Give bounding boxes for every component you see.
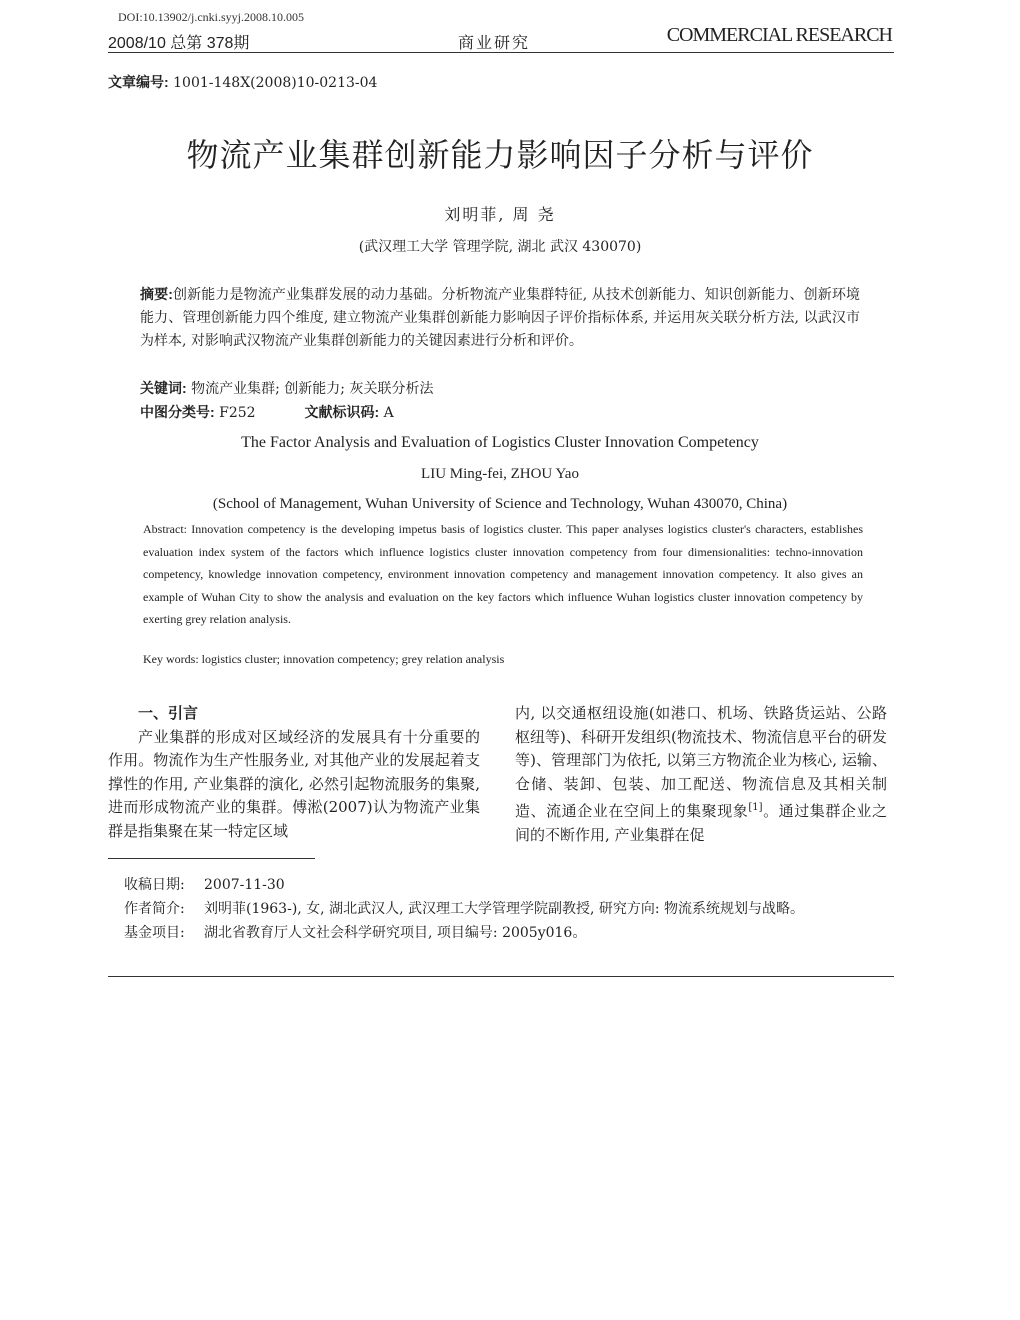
body-paragraph-right-text: 内, 以交通枢纽设施(如港口、机场、铁路货运站、公路枢纽等)、科研开发组织(物流技术、物流信息平台的研发等)、管理部门为依托, 以第三方物流企业为核心, 运输、仓储、装卸、包装、加工配送、物流信息及其相关制造、流通企业在空间上的集聚现象 [515,704,887,820]
footnote-rule [108,858,315,859]
article-number-value: 1001-148X(2008)10-0213-04 [173,75,378,91]
doi: DOI:10.13902/j.cnki.syyj.2008.10.005 [118,10,304,24]
article-number [108,72,377,92]
keywords-cn-text: 物流产业集群; 创新能力; 灰关联分析法 [191,381,434,397]
body-column-right [515,702,887,847]
body-paragraph-left: 产业集群的形成对区域经济的发展具有十分重要的作用。物流作为生产性服务业, 对其他产业的发展起着支撑性的作用, 产业集群的演化, 必然引起物流服务的集聚, 进而形成物流产业的集群。傅淞(2007)认为物流产业集群是指集聚在某一特定区域 [108,727,480,840]
journal-name-en: COMMERCIAL RESEARCH [666,24,892,46]
footnote-bottom-rule [108,976,894,977]
keywords-en-label: Key words: [143,652,199,666]
footnote-received [124,873,894,897]
paper-title-en: The Factor Analysis and Evaluation of Logistics Cluster Innovation Competency [241,434,759,451]
footnote-author-bio [124,897,894,921]
body-paragraph-right-end: 。通过集群企业之间的不断作用, 产业集群在促 [515,802,887,844]
footnote-text: 湖北省教育厅人文社会科学研究项目, 项目编号: 2005y016。 [204,925,587,941]
section-heading: 一、引言 [138,705,199,722]
issue-number: 2008/10 总第 378期 [108,35,250,52]
keywords-cn [140,378,433,398]
footnotes [124,873,894,945]
paper-title-cn: 物流产业集群创新能力影响因子分析与评价 [186,136,814,174]
doc-code-value: A [383,405,394,421]
doc-code-label: 文献标识码: [304,404,380,420]
footnote-text: 2007-11-30 [204,877,285,893]
authors-cn: 刘明菲, 周 尧 [444,205,556,224]
abstract-en-label: Abstract: [143,522,187,536]
affiliation-en: (School of Management, Wuhan University of Science and Technology, Wuhan 430070, China) [212,496,788,512]
keywords-cn-label: 关键词: [140,380,187,396]
journal-name-cn: 商业研究 [458,33,531,52]
header-rule [108,52,894,53]
keywords-en [143,652,504,667]
abstract-cn [140,283,860,353]
abstract-en-text: Innovation competency is the developing impetus basis of logistics cluster. This paper analyses logistics cluster's characters, establishes evaluation index system of the factors which influence logistics cluster innovation competency from four dimensionalities: techno-innovation competency, knowledge innovation competency, environment innovation competency and management innovation competency. It also gives an example of Wuhan City to show the analysis and evaluation on the key factors which influence Wuhan logistics cluster innovation competency by exerting grey relation analysis. [143,522,864,626]
clc-value: F252 [219,405,256,421]
footnote-label: 基金项目: [124,925,185,941]
abstract-en [143,518,863,631]
footnote-funding [124,921,894,945]
footnote-text: 刘明菲(1963-), 女, 湖北武汉人, 武汉理工大学管理学院副教授, 研究方向: 物流系统规划与战略。 [204,901,805,917]
article-number-label: 文章编号: [108,74,169,90]
keywords-en-text: logistics cluster; innovation competency; grey relation analysis [201,652,505,666]
body-column-left [108,702,480,843]
classification-line [140,402,394,422]
affiliation-cn: (武汉理工大学 管理学院, 湖北 武汉 430070) [358,239,642,255]
body-paragraph-right [515,702,887,847]
abstract-cn-label: 摘要: [140,286,173,302]
footnote-label: 收稿日期: [124,877,185,893]
authors-en: LIU Ming-fei, ZHOU Yao [421,466,579,482]
clc-label: 中图分类号: [140,404,215,420]
abstract-cn-text: 创新能力是物流产业集群发展的动力基础。分析物流产业集群特征, 从技术创新能力、知识创新能力、创新环境能力、管理创新能力四个维度, 建立物流产业集群创新能力影响因子评价指标体系, 并运用灰关联分析方法, 以武汉市为样本, 对影响武汉物流产业集群创新能力的关键因素进行分析和评价。 [140,287,860,349]
citation-ref[interactable]: [1] [748,802,763,813]
footnote-label: 作者简介: [124,901,185,917]
